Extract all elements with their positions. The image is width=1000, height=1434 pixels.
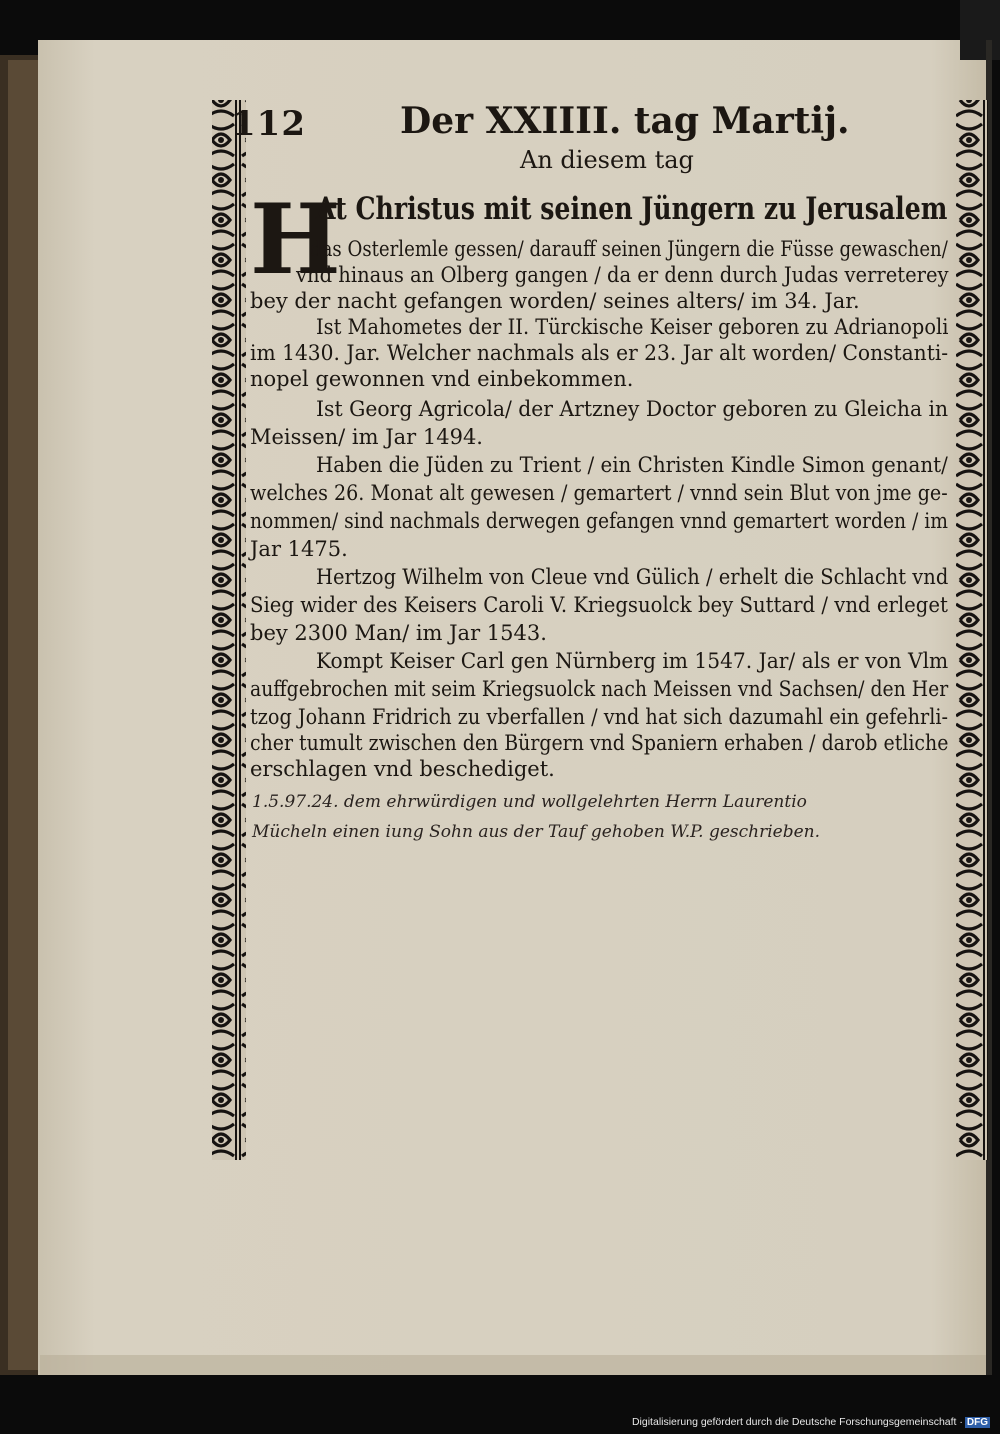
text-line: Jar 1475. xyxy=(250,537,348,561)
text-line: auffgebrochen mit seim Kriegsuolck nach Meissen vnd Sachsen/ den Her xyxy=(250,677,949,701)
page-header-title: Der XXIIII. tag Martij. xyxy=(400,100,850,142)
text-line: bey der nacht gefangen worden/ seines alters/ im 34. Jar. xyxy=(250,289,860,313)
text-line: bey 2300 Man/ im Jar 1543. xyxy=(250,621,547,645)
text-line: Hertzog Wilhelm von Cleue vnd Gülich / erhelt die Schlacht vnd xyxy=(316,565,949,589)
text-line: Meissen/ im Jar 1494. xyxy=(250,425,483,449)
text-line: Haben die Jüden zu Trient / ein Christen Kindle Simon genant/ xyxy=(316,453,948,477)
text-line: erschlagen vnd beschediget. xyxy=(250,757,555,781)
text-line: Sieg wider des Keisers Caroli V. Kriegsuolck bey Suttard / vnd erleget xyxy=(250,593,948,617)
text-line: nommen/ sind nachmals derwegen gefangen vnnd gemartert worden / im xyxy=(250,509,949,533)
dfg-logo: DFG xyxy=(966,1417,988,1428)
text-line: Kompt Keiser Carl gen Nürnberg im 1547. Jar/ als er von Vlm xyxy=(316,649,949,673)
text-line: im 1430. Jar. Welcher nachmals als er 23. Jar alt worden/ Constanti- xyxy=(250,341,949,365)
text-line: welches 26. Monat alt gewesen / gemartert / vnnd sein Blut von jme ge- xyxy=(250,481,948,505)
text-line: das Osterlemle gessen/ darauff seinen Jüngern die Füsse gewaschen/ xyxy=(310,237,948,261)
page-number: 112 xyxy=(232,104,306,144)
left-ornamental-border xyxy=(212,100,246,1160)
credit-text: Digitalisierung gefördert durch die Deutsche Forschungsgemeinschaft · xyxy=(631,1416,963,1428)
subheading: An diesem tag xyxy=(520,146,694,174)
text-line: Ist Mahometes der II. Türckische Keiser geboren zu Adrianopoli xyxy=(316,315,949,339)
text-line: tzog Johann Fridrich zu vberfallen / vnd hat sich dazumahl ein gefehrli- xyxy=(250,705,949,729)
text-line: vnd hinaus an Olberg gangen / da er denn durch Judas verreterey xyxy=(296,263,949,287)
text-line: Ist Georg Agricola/ der Artzney Doctor geboren zu Gleicha in xyxy=(316,397,949,421)
handwritten-note-line: 1.5.97.24. dem ehrwürdigen und wollgelehrten Herrn Laurentio xyxy=(252,792,807,812)
text-line: nopel gewonnen vnd einbekommen. xyxy=(250,367,634,391)
handwritten-note-line: Mücheln einen iung Sohn aus der Tauf gehoben W.P. geschrieben. xyxy=(252,822,821,842)
digitization-credit xyxy=(632,1416,990,1428)
drop-cap-initial: H xyxy=(250,183,341,296)
text-line: cher tumult zwischen den Bürgern vnd Spaniern erhaben / darob etliche xyxy=(250,731,949,755)
text-line: At Christus mit seinen Jüngern zu Jerusalem xyxy=(316,191,948,227)
right-ornamental-border xyxy=(956,100,988,1160)
